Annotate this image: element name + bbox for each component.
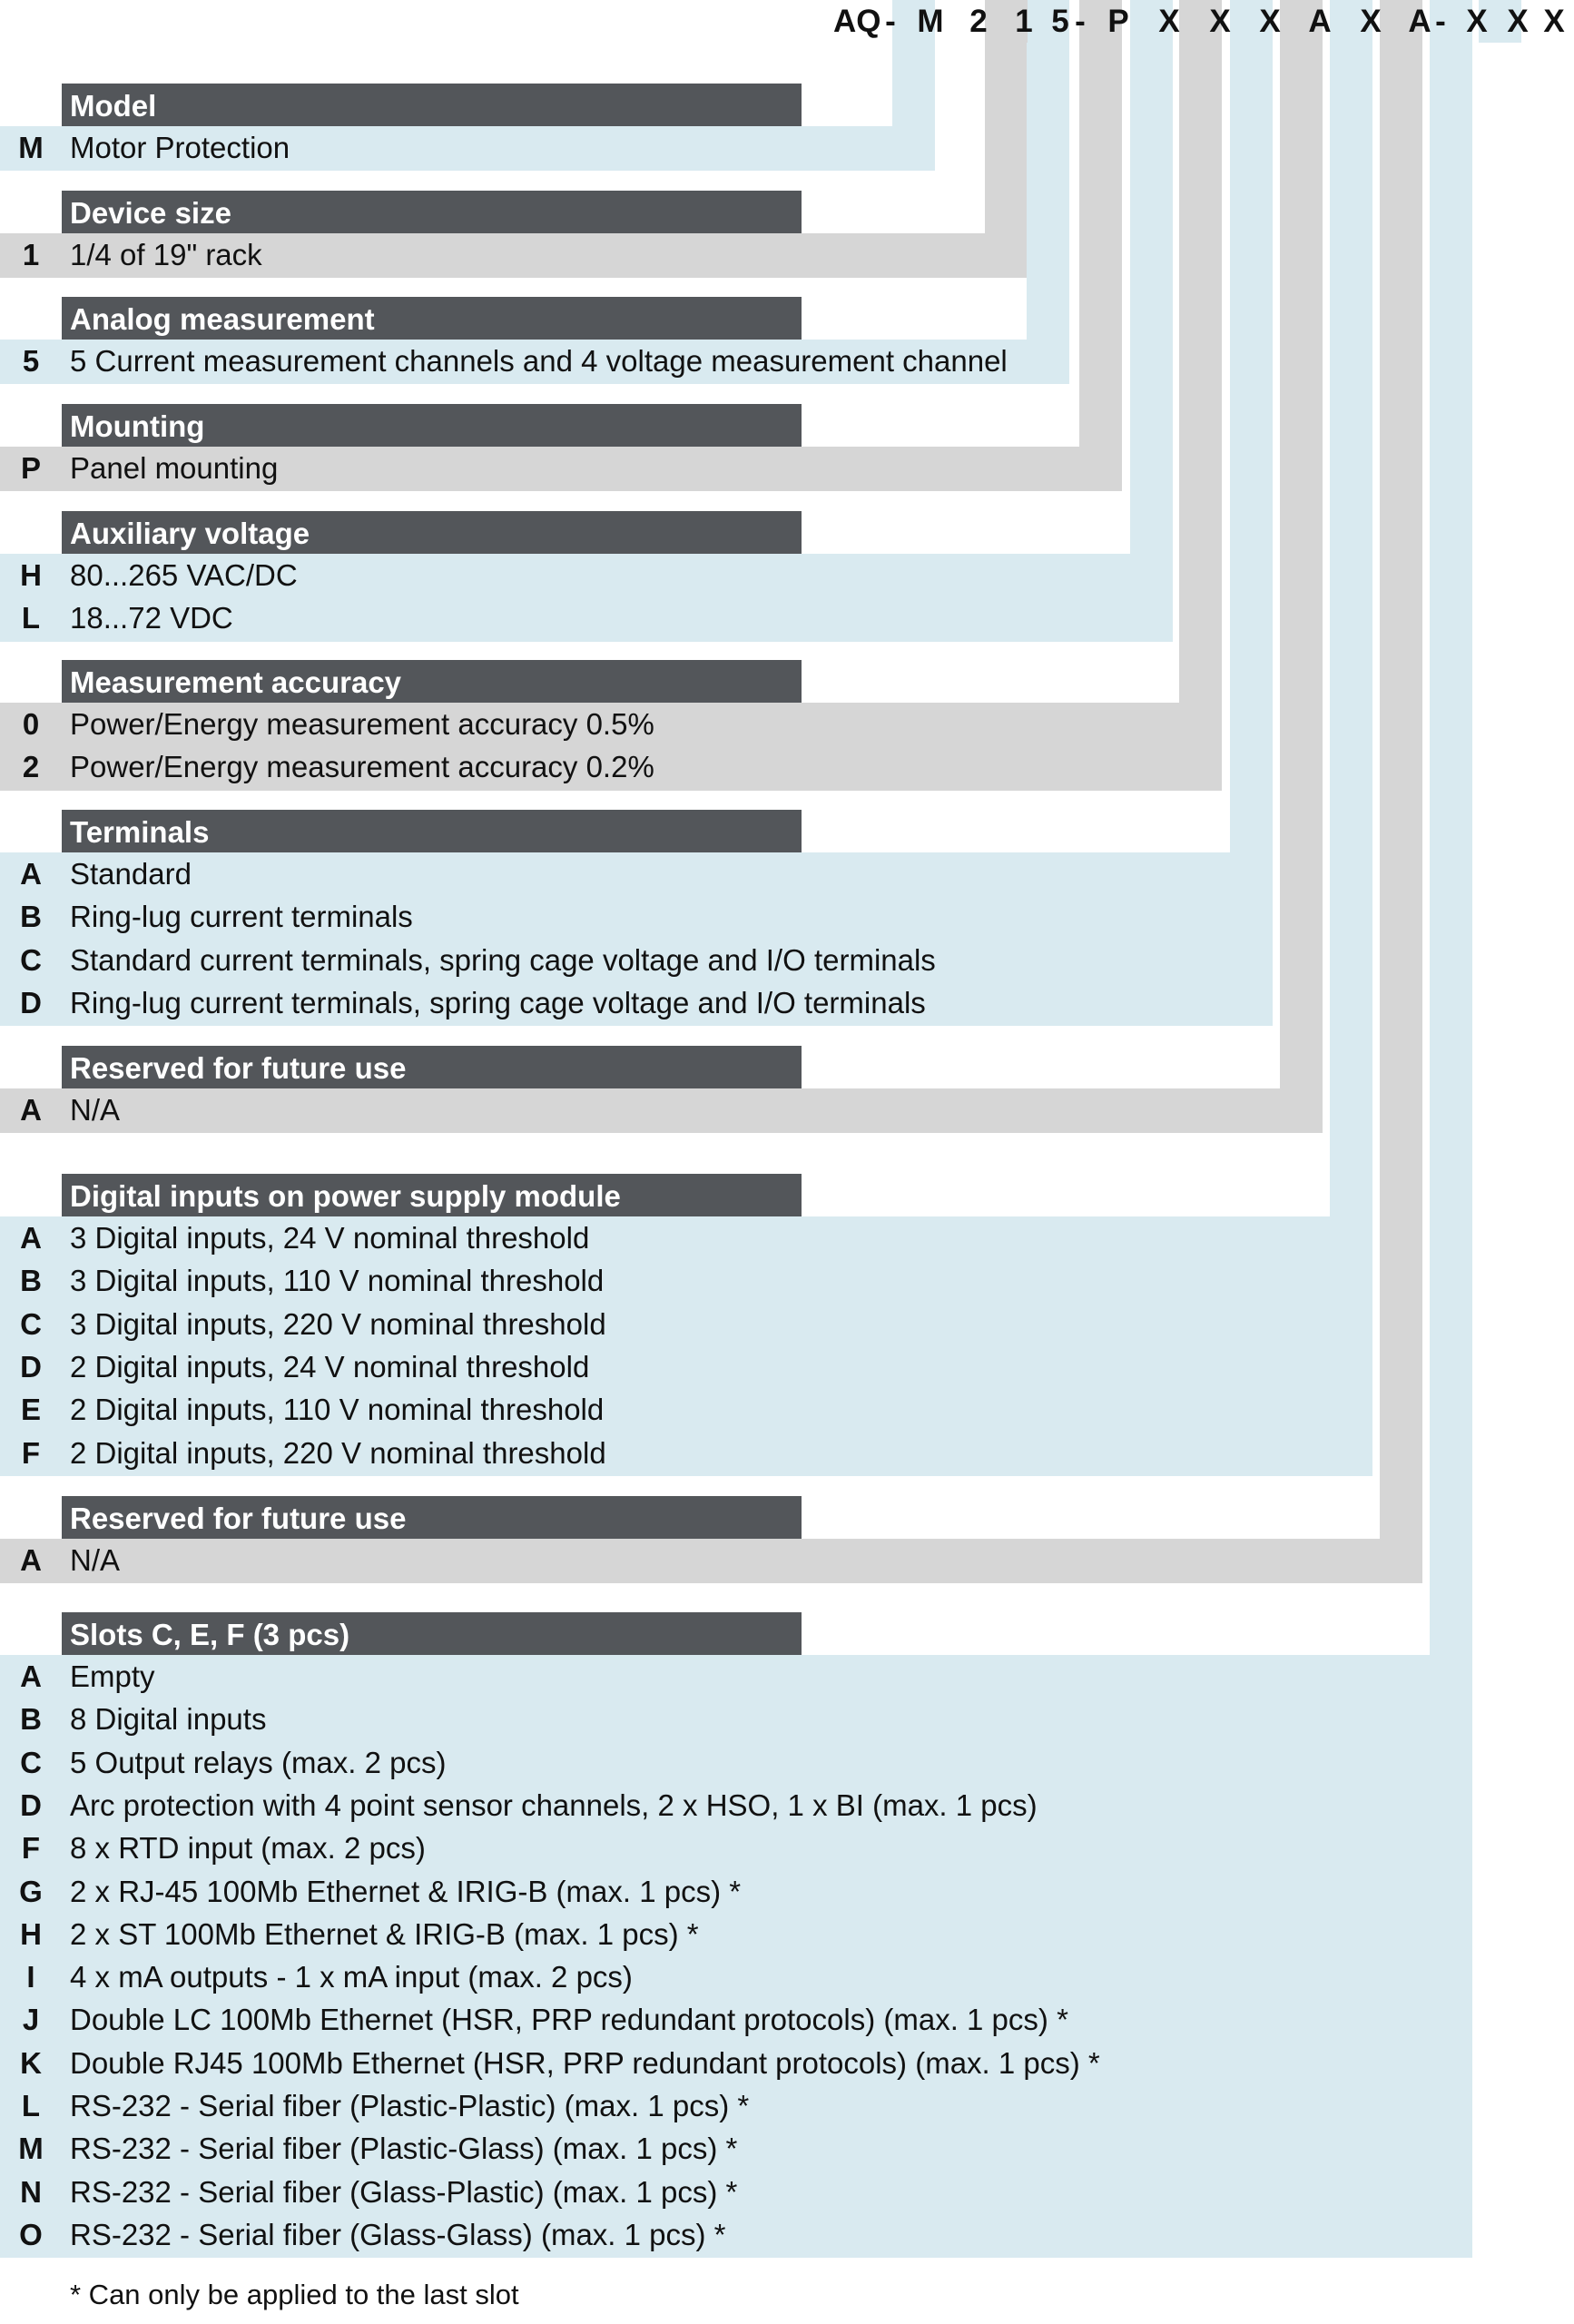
section-header: Model — [62, 84, 802, 126]
option-label: N/A — [70, 1543, 121, 1577]
option-label: Power/Energy measurement accuracy 0.5% — [70, 707, 654, 741]
option-code: D — [20, 1788, 42, 1822]
code-token: AQ — [833, 4, 881, 39]
connector-line — [1280, 43, 1323, 1133]
option-code: B — [20, 1702, 42, 1736]
option-label: RS-232 - Serial fiber (Plastic-Plastic) (max. 1 pcs) * — [70, 2089, 750, 2122]
code-token: X — [1507, 4, 1529, 39]
option-label: Power/Energy measurement accuracy 0.2% — [70, 750, 654, 783]
option-label: 3 Digital inputs, 220 V nominal threshold — [70, 1307, 606, 1341]
footnote: * Can only be applied to the last slot — [70, 2279, 519, 2310]
option-code: J — [22, 2003, 40, 2036]
option-label: 3 Digital inputs, 24 V nominal threshold — [70, 1221, 590, 1255]
option-code: H — [20, 558, 42, 592]
section-header: Reserved for future use — [62, 1496, 802, 1539]
option-code: A — [20, 1093, 42, 1127]
option-label: 8 x RTD input (max. 2 pcs) — [70, 1831, 426, 1865]
option-code: A — [20, 1221, 42, 1255]
option-label: Double RJ45 100Mb Ethernet (HSR, PRP redundant protocols) (max. 1 pcs) * — [70, 2046, 1100, 2080]
option-label: RS-232 - Serial fiber (Glass-Plastic) (max. 1 pcs) * — [70, 2175, 738, 2209]
section-header: Measurement accuracy — [62, 660, 802, 703]
option-code: A — [20, 1543, 42, 1577]
option-label: Ring-lug current terminals, spring cage voltage and I/O terminals — [70, 986, 926, 1019]
code-token: X — [1209, 4, 1231, 39]
connector-line — [1179, 43, 1222, 791]
code-separator: - — [1435, 4, 1446, 39]
option-label: 2 x RJ-45 100Mb Ethernet & IRIG-B (max. 1 pcs) * — [70, 1875, 742, 1908]
code-token: P — [1107, 4, 1129, 39]
option-label: 4 x mA outputs - 1 x mA input (max. 2 pcs) — [70, 1960, 633, 1994]
code-token: A — [1308, 4, 1332, 39]
option-code: B — [20, 900, 42, 933]
section-header: Device size — [62, 191, 802, 233]
option-label: 18...72 VDC — [70, 601, 233, 635]
connector-line — [1130, 43, 1173, 642]
option-label: 1/4 of 19" rack — [70, 238, 262, 271]
option-label: Standard — [70, 857, 192, 891]
option-label: Standard current terminals, spring cage voltage and I/O terminals — [70, 943, 936, 977]
section-band — [0, 1539, 1422, 1583]
option-label: 3 Digital inputs, 110 V nominal threshold — [70, 1264, 605, 1297]
option-code: A — [20, 857, 42, 891]
option-label: Panel mounting — [70, 451, 279, 485]
connector-line — [1079, 43, 1122, 491]
option-code: E — [20, 1393, 41, 1426]
code-token: 1 — [1015, 4, 1033, 39]
option-label: Double LC 100Mb Ethernet (HSR, PRP redundant protocols) (max. 1 pcs) * — [70, 2003, 1068, 2036]
code-token: X — [1543, 4, 1565, 39]
option-code: B — [20, 1264, 42, 1297]
section-band — [0, 1088, 1323, 1133]
code-separator: - — [1075, 4, 1086, 39]
option-code: O — [19, 2218, 43, 2251]
option-label: 8 Digital inputs — [70, 1702, 267, 1736]
section-header: Digital inputs on power supply module — [62, 1174, 802, 1216]
option-code: 2 — [22, 750, 40, 783]
option-label: Ring-lug current terminals — [70, 900, 413, 933]
code-token: X — [1259, 4, 1281, 39]
option-code: C — [20, 1746, 42, 1779]
code-token: M — [917, 4, 944, 39]
option-label: 2 Digital inputs, 220 V nominal threshold — [70, 1436, 606, 1470]
option-label: 2 x ST 100Mb Ethernet & IRIG-B (max. 1 pcs) * — [70, 1917, 699, 1951]
option-code: D — [20, 1350, 42, 1384]
option-label: 2 Digital inputs, 24 V nominal threshold — [70, 1350, 590, 1384]
option-code: H — [20, 1917, 42, 1951]
option-code: L — [21, 2089, 41, 2122]
option-code: M — [18, 131, 44, 164]
option-code: I — [26, 1960, 35, 1994]
option-code: N — [20, 2175, 42, 2209]
option-code: M — [18, 2132, 44, 2165]
option-label: 80...265 VAC/DC — [70, 558, 298, 592]
option-code: 5 — [22, 344, 40, 378]
option-label: N/A — [70, 1093, 121, 1127]
code-token: X — [1360, 4, 1382, 39]
option-code: 0 — [22, 707, 40, 741]
option-code: K — [20, 2046, 42, 2080]
option-label: 5 Current measurement channels and 4 voltage measurement channel — [70, 344, 1008, 378]
option-label: 2 Digital inputs, 110 V nominal threshold — [70, 1393, 605, 1426]
option-code: C — [20, 1307, 42, 1341]
option-code: P — [20, 451, 41, 485]
connector-line — [1027, 43, 1069, 384]
code-token: 5 — [1051, 4, 1069, 39]
option-code: 1 — [22, 238, 40, 271]
code-token: X — [1466, 4, 1488, 39]
option-code: G — [19, 1875, 43, 1908]
section-header: Analog measurement — [62, 297, 802, 340]
option-label: Motor Protection — [70, 131, 290, 164]
code-token: A — [1408, 4, 1431, 39]
section-header: Auxiliary voltage — [62, 511, 802, 554]
option-code: F — [21, 1831, 41, 1865]
code-token: X — [1158, 4, 1180, 39]
option-label: Arc protection with 4 point sensor channels, 2 x HSO, 1 x BI (max. 1 pcs) — [70, 1788, 1038, 1822]
option-label: Empty — [70, 1659, 155, 1693]
code-token: 2 — [969, 4, 988, 39]
option-code: D — [20, 986, 42, 1019]
code-separator: - — [885, 4, 896, 39]
section-header: Slots C, E, F (3 pcs) — [62, 1612, 802, 1655]
section-header: Mounting — [62, 404, 802, 447]
section-header: Terminals — [62, 810, 802, 852]
connector-line — [1380, 43, 1422, 1583]
option-label: RS-232 - Serial fiber (Plastic-Glass) (max. 1 pcs) * — [70, 2132, 738, 2165]
section-header: Reserved for future use — [62, 1046, 802, 1088]
option-code: C — [20, 943, 42, 977]
option-code: F — [21, 1436, 41, 1470]
option-label: RS-232 - Serial fiber (Glass-Glass) (max. 1 pcs) * — [70, 2218, 726, 2251]
option-code: A — [20, 1659, 42, 1693]
option-code: L — [21, 601, 41, 635]
option-label: 5 Output relays (max. 2 pcs) — [70, 1746, 447, 1779]
